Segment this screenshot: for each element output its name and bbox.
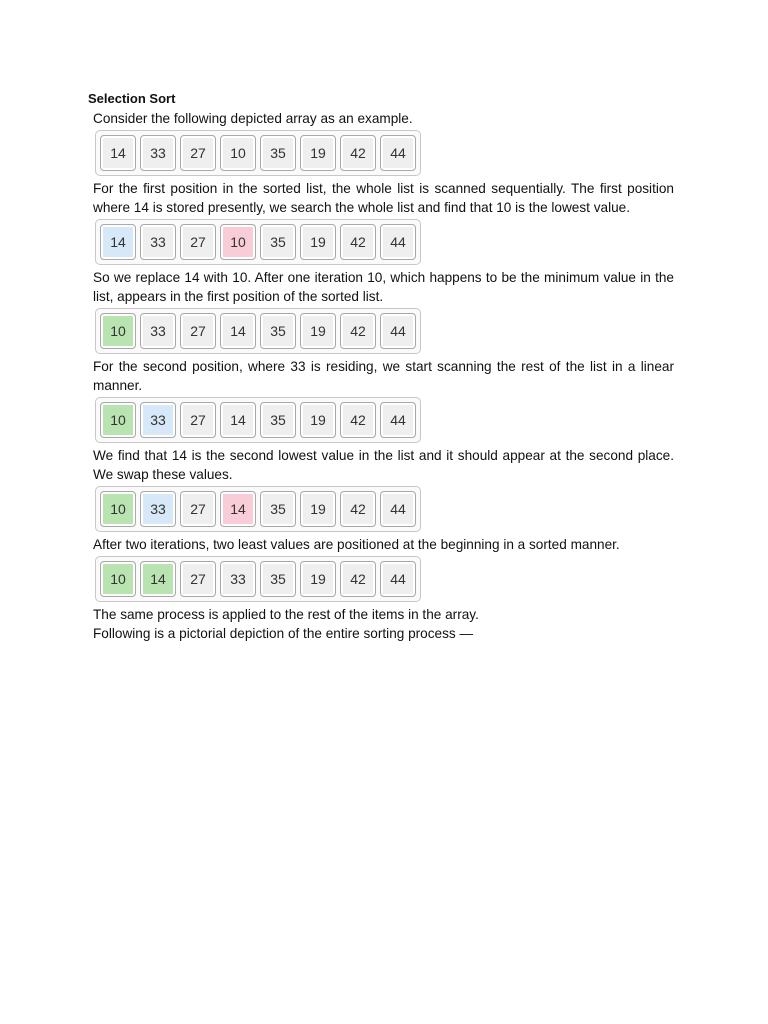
section-title: Selection Sort [88, 91, 176, 106]
array-cell-normal: 27 [180, 491, 216, 527]
array-cell-sorted: 10 [100, 561, 136, 597]
paragraph: For the second position, where 33 is residing, we start scanning the rest of the list in a linear manner. [93, 359, 674, 393]
paragraph: Following is a pictorial depiction of the entire sorting process — [93, 626, 474, 641]
array-cell-normal: 33 [140, 135, 176, 171]
array-cell-normal: 44 [380, 313, 416, 349]
array-cell-normal: 27 [180, 224, 216, 260]
array-diagram [95, 486, 421, 532]
array-diagram [95, 397, 421, 443]
array-diagram [95, 556, 421, 602]
array-cell-normal: 19 [300, 224, 336, 260]
array-cell-normal: 27 [180, 402, 216, 438]
array-cell-normal: 19 [300, 402, 336, 438]
array-cell-normal: 19 [300, 491, 336, 527]
array-cell-normal: 35 [260, 491, 296, 527]
paragraph: So we replace 14 with 10. After one iteration 10, which happens to be the minimum value in the list, appears in the first position of the sorted list. [93, 270, 674, 304]
array-cell-normal: 42 [340, 491, 376, 527]
array-cell-normal: 35 [260, 135, 296, 171]
array-cell-normal: 14 [100, 135, 136, 171]
array-cell-normal: 44 [380, 135, 416, 171]
array-cell-sorted: 14 [140, 561, 176, 597]
array-cell-normal: 44 [380, 224, 416, 260]
array-cell-normal: 33 [140, 313, 176, 349]
array-cell-normal: 42 [340, 313, 376, 349]
array-cell-normal: 33 [220, 561, 256, 597]
paragraph: Consider the following depicted array as an example. [93, 111, 413, 126]
array-cell-sorted: 10 [100, 313, 136, 349]
paragraph: The same process is applied to the rest of the items in the array. [93, 607, 479, 622]
array-cell-normal: 19 [300, 313, 336, 349]
array-cell-current: 33 [140, 402, 176, 438]
array-diagram [95, 219, 421, 265]
array-cell-normal: 35 [260, 313, 296, 349]
document-content [88, 109, 674, 643]
array-cell-normal: 35 [260, 402, 296, 438]
array-cell-current: 14 [100, 224, 136, 260]
paragraph: For the first position in the sorted list, the whole list is scanned sequentially. The first position where 14 is stored presently, we search the whole list and find that 10 is the lowest value. [93, 181, 674, 215]
array-cell-min: 14 [220, 491, 256, 527]
array-cell-normal: 35 [260, 561, 296, 597]
array-cell-normal: 33 [140, 224, 176, 260]
document-page [88, 90, 674, 643]
array-cell-sorted: 10 [100, 402, 136, 438]
array-cell-normal: 44 [380, 491, 416, 527]
array-diagram [95, 130, 421, 176]
array-cell-min: 10 [220, 224, 256, 260]
array-cell-sorted: 10 [100, 491, 136, 527]
array-cell-current: 33 [140, 491, 176, 527]
paragraph: We find that 14 is the second lowest value in the list and it should appear at the second place. We swap these values. [93, 448, 674, 482]
array-cell-normal: 42 [340, 402, 376, 438]
array-diagram [95, 308, 421, 354]
array-cell-normal: 42 [340, 135, 376, 171]
array-cell-normal: 44 [380, 402, 416, 438]
array-cell-normal: 35 [260, 224, 296, 260]
array-cell-normal: 44 [380, 561, 416, 597]
array-cell-normal: 10 [220, 135, 256, 171]
array-cell-normal: 14 [220, 402, 256, 438]
paragraph: After two iterations, two least values are positioned at the beginning in a sorted manner. [93, 537, 620, 552]
array-cell-normal: 14 [220, 313, 256, 349]
array-cell-normal: 42 [340, 224, 376, 260]
array-cell-normal: 19 [300, 135, 336, 171]
array-cell-normal: 42 [340, 561, 376, 597]
array-cell-normal: 27 [180, 313, 216, 349]
array-cell-normal: 19 [300, 561, 336, 597]
array-cell-normal: 27 [180, 135, 216, 171]
array-cell-normal: 27 [180, 561, 216, 597]
